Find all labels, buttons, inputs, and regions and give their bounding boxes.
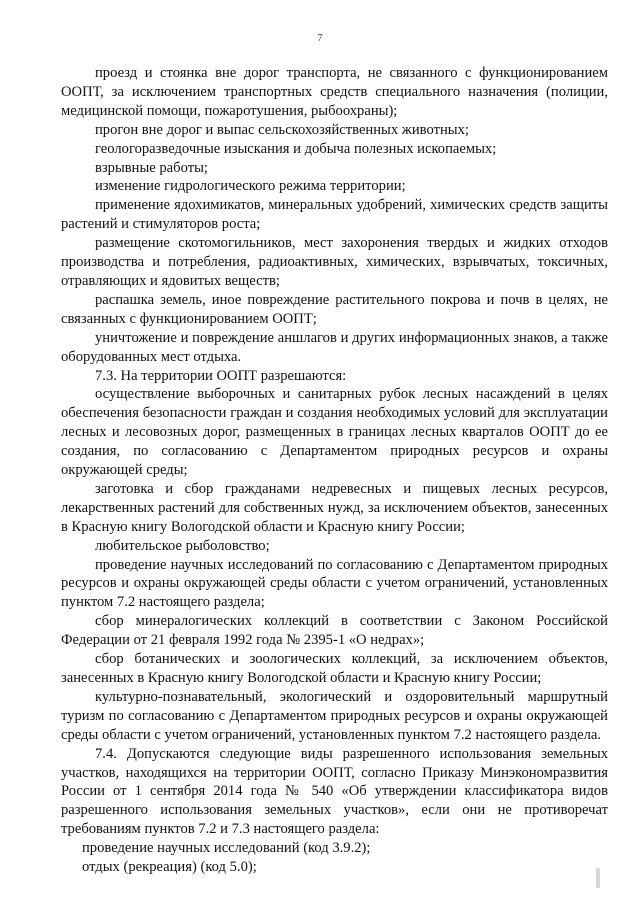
section-7-4-text: 7.4. Допускаются следующие виды разрешенного использования земельных участков, находящихся на территории ООПТ, согласно Приказу Минэкономразвития России от 1 сентября 2014 года № 540 «Об утверждении классификатора видов разрешенного использования земельных участков», если они не противоречат требованиям пунктов 7.2 и 7.3 настоящего раздела: [61,745,608,838]
allowed-fishing: любительское рыболовство; [95,537,270,554]
restriction-geology: геологоразведочные изыскания и добыча полезных ископаемых; [95,140,497,157]
allowed-tourism: культурно-познавательный, экологический и оздоровительный маршрутный туризм по согласованию с Департаментом природных ресурсов и охраны окружающей среды области с учетом ограничений, установленных пунктом 7.2 настоящего раздела. [61,688,608,743]
restriction-livestock: прогон вне дорог и выпас сельскохозяйственных животных; [95,121,469,138]
land-use-research: проведение научных исследований (код 3.9.2); [82,840,371,857]
restriction-plowing: распашка земель, иное повреждение растительного покрова и почв в целях, не связанных с функционированием ООПТ; [61,291,608,327]
restriction-offroad-transport: проезд и стоянка вне дорог транспорта, не связанного с функционированием ООПТ, за исключением транспортных средств специального назначения (полиции, медицинской помощи, пожаротушения, рыбоохраны); [61,65,608,119]
restriction-signs: уничтожение и повреждение аншлагов и других информационных знаков, а также оборудованных мест отдыха. [61,329,608,365]
allowed-mineral-collections: сбор минералогических коллекций в соответствии с Законом Российской Федерации от 21 февраля 1992 года № 2395-1 «О недрах»; [61,613,608,649]
document-body [61,64,608,877]
restriction-blasting: взрывные работы; [95,159,208,176]
allowed-research: проведение научных исследований по согласованию с Департаментом природных ресурсов и охраны окружающей среды области с учетом ограничений, установленных пунктом 7.2 настоящего раздела; [61,556,608,611]
allowed-foraging: заготовка и сбор гражданами недревесных и пищевых лесных ресурсов, лекарственных растений для собственных нужд, за исключением объектов, занесенных в Красную книгу Вологодской области и Красную книгу России; [61,480,608,535]
restriction-hydrology: изменение гидрологического режима территории; [95,178,406,195]
allowed-bio-collections: сбор ботанических и зоологических коллекций, за исключением объектов, занесенных в Красную книгу Вологодской области и Красную книгу России; [61,651,608,686]
land-use-recreation: отдых (рекреация) (код 5.0); [82,859,257,876]
scan-edge-mark [596,868,600,888]
allowed-logging: осуществление выборочных и санитарных рубок лесных насаждений в целях обеспечения безопасности граждан и создания необходимых условий для эксплуатации лесных и лесовозных дорог, размещенных в границах лесных кварталов ООПТ до ее создания, по согласованию с Департаментом природных ресурсов и охраны окружающей среды; [61,386,608,479]
restriction-chemicals: применение ядохимикатов, минеральных удобрений, химических средств защиты растений и стимуляторов роста; [61,197,608,233]
restriction-waste: размещение скотомогильников, мест захоронения твердых и жидких отходов производства и потребления, радиоактивных, химических, взрывчатых, токсичных, отравляющих и ядовитых веществ; [61,235,608,289]
page-number: 7 [317,33,323,44]
section-7-3-heading: 7.3. На территории ООПТ разрешаются: [95,367,347,384]
